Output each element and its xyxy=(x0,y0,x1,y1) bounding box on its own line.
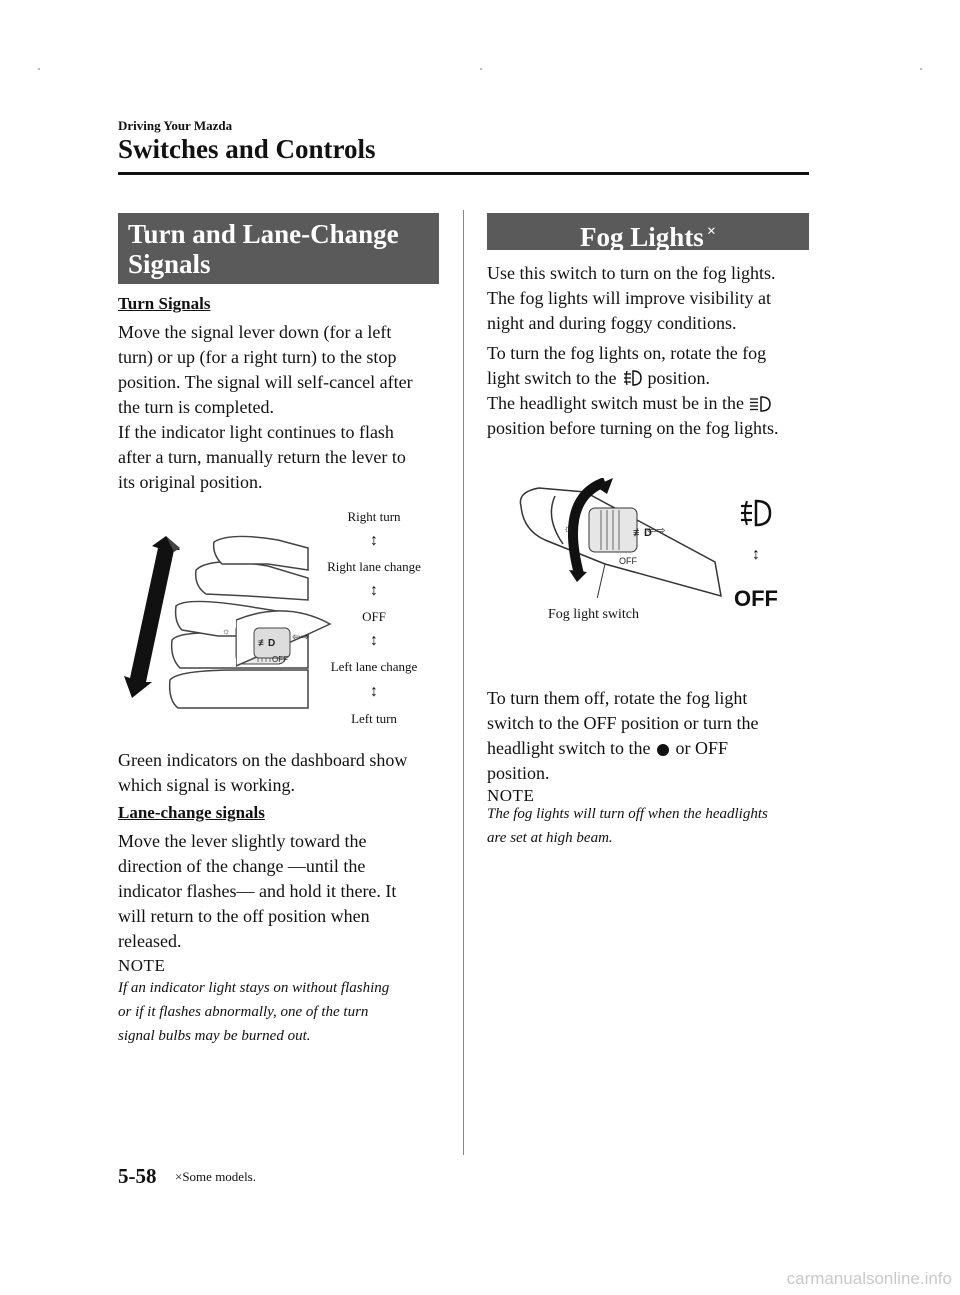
fig-off-label: OFF xyxy=(734,586,778,611)
svg-text:≢D: ≢D xyxy=(258,638,276,649)
green-indicators-paragraph xyxy=(118,748,407,798)
text-line: which signal is working. xyxy=(118,775,295,795)
updown-arrow-icon: ↕ xyxy=(370,632,378,649)
text-line: The fog lights will improve visibility at xyxy=(487,288,771,308)
text-line: Green indicators on the dashboard show xyxy=(118,750,408,770)
text-line: the turn is completed. xyxy=(118,397,274,417)
svg-text:☼: ☼ xyxy=(563,521,574,535)
text-line: Use this switch to turn on the fog lights. xyxy=(487,263,776,283)
text-line: night and during foggy conditions. xyxy=(487,313,737,333)
updown-arrow-icon: ↕ xyxy=(370,683,378,700)
text-line: released. xyxy=(118,931,182,951)
fog-light-switch-label: Fog light switch xyxy=(548,607,640,622)
text-line: are set at high beam. xyxy=(487,830,613,846)
svg-text:⇦⇨: ⇦⇨ xyxy=(292,632,309,643)
column-divider xyxy=(463,210,464,1155)
fog-light-icon xyxy=(738,498,772,528)
text-line: turn) or up (for a right turn) to the stop xyxy=(118,347,397,367)
text-span: The headlight switch must be in the xyxy=(487,393,744,413)
turn-signals-heading: Turn Signals xyxy=(118,294,211,313)
parking-light-icon xyxy=(655,742,671,758)
fog-on-paragraph xyxy=(487,341,778,441)
text-line: Move the signal lever down (for a left xyxy=(118,322,392,342)
text-line: If the indicator light continues to flash xyxy=(118,422,394,442)
text-line: The fog lights will turn off when the headlights xyxy=(487,806,768,822)
updown-arrow-icon: ↕ xyxy=(752,546,760,563)
fog-light-switch-illustration xyxy=(515,478,725,598)
svg-text:⇦⇨: ⇦⇨ xyxy=(647,525,666,537)
headlight-icon xyxy=(748,395,772,413)
banner-line: Signals xyxy=(128,249,211,279)
chapter-title: Switches and Controls xyxy=(118,134,376,164)
note-label: NOTE xyxy=(118,956,166,975)
watermark: carmanualsonline.info xyxy=(786,1269,952,1288)
lane-change-heading: Lane-change signals xyxy=(118,803,265,822)
svg-text:OFF: OFF xyxy=(272,655,288,664)
indicator-paragraph xyxy=(118,420,406,495)
text-line: will return to the off position when xyxy=(118,906,370,926)
text-line: position. The signal will self-cancel after xyxy=(118,372,413,392)
note-text xyxy=(118,976,389,1048)
note-label: NOTE xyxy=(487,786,535,805)
banner-title: Fog Lights xyxy=(580,222,704,252)
text-line: To turn the fog lights on, rotate the fog xyxy=(487,343,767,363)
label-off: OFF xyxy=(362,609,386,624)
label-left-lane-change: Left lane change xyxy=(330,659,418,674)
text-line: Move the lever slightly toward the xyxy=(118,831,367,851)
text-span: headlight switch to the xyxy=(487,738,651,758)
text-line: signal bulbs may be burned out. xyxy=(118,1028,311,1044)
lane-change-paragraph xyxy=(118,829,396,954)
text-span: position. xyxy=(647,368,711,388)
text-line xyxy=(487,366,778,391)
text-span: or OFF xyxy=(675,738,728,758)
text-line: its original position. xyxy=(118,472,263,492)
text-line: switch to the OFF position or turn the xyxy=(487,713,759,733)
text-line xyxy=(487,736,759,761)
text-line: direction of the change ―until the xyxy=(118,856,366,876)
text-span: light switch to the xyxy=(487,368,617,388)
page-number: 5-58 xyxy=(118,1164,157,1188)
header-rule xyxy=(118,172,809,175)
page-dot xyxy=(480,68,482,70)
text-line: If an indicator light stays on without flashing xyxy=(118,980,390,996)
some-models-mark: × xyxy=(706,223,716,240)
fog-lights-banner xyxy=(487,213,809,250)
label-right-lane-change: Right lane change xyxy=(327,559,421,574)
text-line: indicator flashes― and hold it there. It xyxy=(118,881,397,901)
text-line: To turn them off, rotate the fog light xyxy=(487,688,748,708)
text-line: after a turn, manually return the lever to xyxy=(118,447,406,467)
svg-text:OFF: OFF xyxy=(619,556,637,566)
text-line: position. xyxy=(487,763,550,783)
label-right-turn: Right turn xyxy=(347,509,401,524)
text-line xyxy=(487,391,778,416)
turn-signals-banner xyxy=(118,213,439,284)
section-label: Driving Your Mazda xyxy=(118,118,233,133)
page-dot xyxy=(920,68,922,70)
label-left-turn: Left turn xyxy=(351,711,397,726)
fog-intro-paragraph xyxy=(487,261,775,336)
svg-text:≢D: ≢D xyxy=(633,527,652,539)
banner-line: Turn and Lane-Change xyxy=(128,219,399,249)
some-models-footnote: ×Some models. xyxy=(175,1169,256,1184)
text-line: or if it flashes abnormally, one of the turn xyxy=(118,1004,369,1020)
page-dot xyxy=(38,68,40,70)
fog-off-paragraph xyxy=(487,686,759,786)
turn-signals-paragraph xyxy=(118,320,413,420)
svg-text:☼: ☼ xyxy=(222,626,231,636)
fog-light-icon xyxy=(621,368,643,388)
updown-arrow-icon: ↕ xyxy=(370,582,378,599)
double-arrow-icon xyxy=(124,536,180,698)
note-text xyxy=(487,802,768,850)
lever-tip-illustration xyxy=(236,580,332,670)
text-line: position before turning on the fog lights. xyxy=(487,418,779,438)
updown-arrow-icon: ↕ xyxy=(370,532,378,549)
